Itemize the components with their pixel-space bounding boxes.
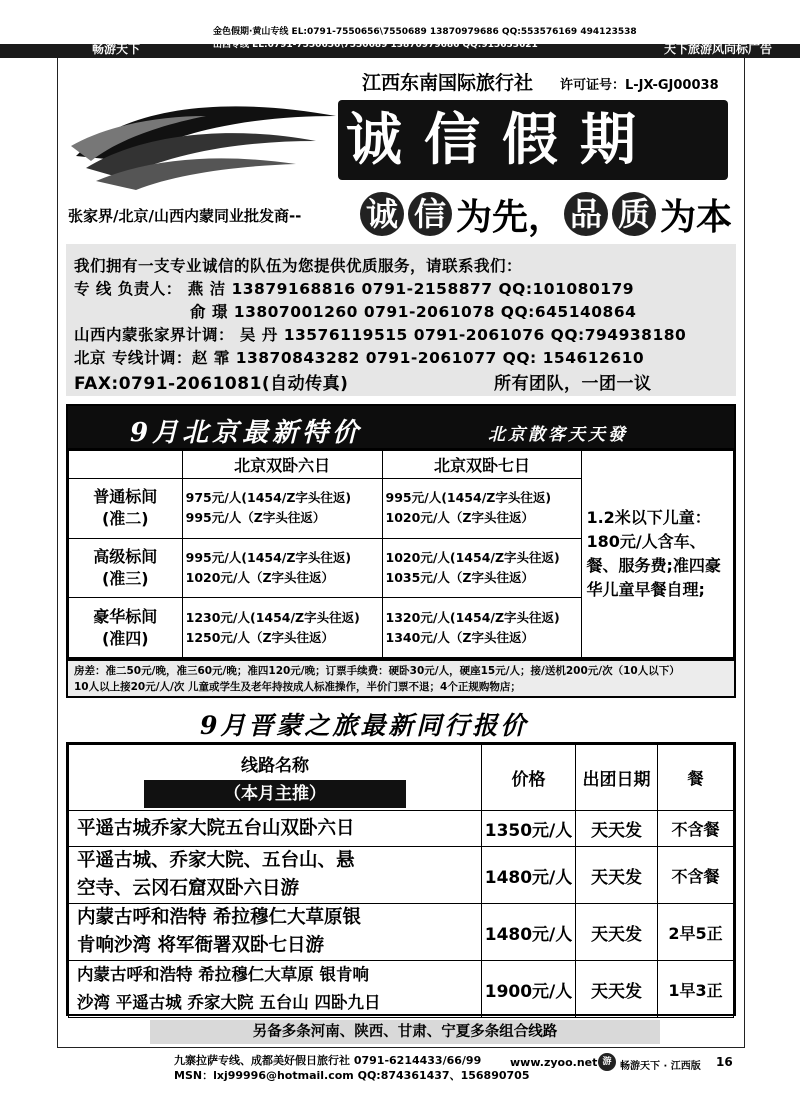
route-meal: 2早5正: [658, 904, 734, 961]
motto-char-3: 品: [564, 192, 608, 236]
col-header-7day: 北京双卧七日: [382, 451, 582, 479]
price-6day: 1230元/人(1454/Z字头往返) 1250元/人（Z字头往返）: [182, 598, 382, 658]
room-type: 高级标间 (准三): [69, 538, 183, 598]
price-7day: 1320元/人(1454/Z字头往返) 1340元/人（Z字头往返）: [382, 598, 582, 658]
motto-char-1: 诚: [360, 192, 404, 236]
contact-beijing-planner: 北京 专线计调：赵 霏 13870843282 0791-2061077 QQ: 154612610: [74, 349, 645, 367]
contact-box: [66, 244, 736, 396]
route-name: 内蒙古呼和浩特 希拉穆仁大草原 银肯响 沙湾 平遥古城 乔家大院 五台山 四卧九日: [69, 961, 482, 1018]
top-contact-line-1: 金色假期·黄山专线 EL:0791-7550656\7550689 13870979686 QQ:553576169 494123538: [213, 27, 637, 37]
room-type: 普通标间 (准二): [69, 479, 183, 539]
table-corner: [69, 451, 183, 479]
room-type: 豪华标间 (准四): [69, 598, 183, 658]
license-number: 许可证号：L-JX-GJ00038: [560, 78, 719, 93]
table-row: [69, 847, 734, 904]
page-number: 16: [716, 1055, 733, 1069]
motto-mid: 为先，: [456, 196, 565, 238]
route-meal: 不含餐: [658, 811, 734, 847]
route-price: 1480元/人: [482, 847, 576, 904]
footer-line-1: 九寨拉萨专线、成都美好假日旅行社 0791-6214433/66/99: [174, 1054, 482, 1067]
contact-intro: 我们拥有一支专业诚信的队伍为您提供优质服务，请联系我们：: [74, 257, 523, 275]
fees-line-1: 房差：准二50元/晚，准三60元/晚；准四120元/晚；订票手续费：硬卧30元/人，硬座15元/人；接/送机200元/次（10人以下）: [74, 665, 680, 677]
shanxi-title: 9月晋蒙之旅最新同行报价: [200, 711, 529, 740]
slogan-text: 诚信假期: [346, 107, 658, 173]
table-row: [69, 904, 734, 961]
wing-logo-icon: [66, 86, 356, 196]
col-header-meal: 餐: [658, 745, 734, 811]
motto-tail: 为本: [660, 196, 733, 238]
main-push-badge: （本月主推）: [144, 780, 406, 808]
contact-shanxi-planner: 山西内蒙张家界计调： 吴 丹 13576119515 0791-2061076 QQ:794938180: [74, 326, 687, 344]
publication-name: 畅游天下: [92, 42, 141, 56]
motto-char-2: 信: [408, 192, 452, 236]
agency-name: 江西东南国际旅行社: [362, 72, 534, 94]
footer-line-2: MSN：lxj99996@hotmail.com QQ:874361437、156890705: [174, 1069, 530, 1082]
beijing-subtitle: 北京散客天天發: [488, 425, 628, 445]
beijing-price-table: [66, 450, 736, 660]
table-row: [69, 961, 734, 1018]
col-header-date: 出团日期: [576, 745, 658, 811]
table-row: [69, 811, 734, 847]
publication-badge-icon: 游: [598, 1053, 616, 1071]
contact-manager-1: 专 线 负责人： 燕 洁 13879168816 0791-2158877 QQ:101080179: [74, 280, 635, 298]
route-price-table: [66, 742, 736, 1016]
fees-line-2: 10人以上接20元/人/次 儿童或学生及老年持按成人标准操作，半价门票不退；4个正规购物店；: [74, 681, 521, 693]
beijing-title-bar: [66, 404, 736, 450]
route-date: 天天发: [576, 847, 658, 904]
route-date: 天天发: [576, 811, 658, 847]
footer-publication: 畅游天下 · 江西版: [620, 1061, 701, 1072]
contact-policy: 所有团队，一团一议: [494, 374, 652, 394]
price-7day: 995元/人(1454/Z字头往返) 1020元/人（Z字头往返）: [382, 479, 582, 539]
contact-manager-2: 俞 璟 13807001260 0791-2061078 QQ:645140864: [190, 303, 637, 321]
col-header-price: 价格: [482, 745, 576, 811]
route-meal: 不含餐: [658, 847, 734, 904]
route-name: 内蒙古呼和浩特 希拉穆仁大草原银 肯响沙湾 将军衙署双卧七日游: [69, 904, 482, 961]
website-link[interactable]: www.zyoo.net: [510, 1056, 598, 1069]
route-name: 平遥古城乔家大院五台山双卧六日: [69, 811, 482, 847]
route-meal: 1早3正: [658, 961, 734, 1018]
top-contact-line-2: 山西专线 EL:0791-7550656\7550689 13870979686 QQ:915653621: [213, 40, 538, 50]
motto: [360, 190, 732, 238]
route-price: 1480元/人: [482, 904, 576, 961]
child-price-note: 1.2米以下儿童：180元/人含车、餐、服务费;准四豪华儿童早餐自理;: [582, 451, 734, 658]
col-header-6day: 北京双卧六日: [182, 451, 382, 479]
contact-fax: FAX:0791-2061081(自动传真): [74, 374, 349, 394]
price-7day: 1020元/人(1454/Z字头往返) 1035元/人（Z字头往返）: [382, 538, 582, 598]
col-header-route: 线路名称 （本月主推）: [69, 745, 482, 811]
price-6day: 975元/人(1454/Z字头往返) 995元/人（Z字头往返）: [182, 479, 382, 539]
route-price: 1900元/人: [482, 961, 576, 1018]
ad-label: 天下旅游风向标广告: [663, 42, 772, 56]
top-strip: [0, 0, 800, 58]
more-routes-note: 另备多条河南、陕西、甘肃、宁夏多条组合线路: [150, 1020, 660, 1044]
route-price: 1350元/人: [482, 811, 576, 847]
wholesale-line: 张家界/北京/山西内蒙同业批发商--: [68, 207, 302, 225]
fees-note: [66, 660, 736, 698]
motto-char-4: 质: [612, 192, 656, 236]
route-name: 平遥古城、乔家大院、五台山、悬 空寺、云冈石窟双卧六日游: [69, 847, 482, 904]
route-date: 天天发: [576, 961, 658, 1018]
price-6day: 995元/人(1454/Z字头往返) 1020元/人（Z字头往返）: [182, 538, 382, 598]
route-date: 天天发: [576, 904, 658, 961]
beijing-title: 9月北京最新特价: [130, 418, 363, 448]
